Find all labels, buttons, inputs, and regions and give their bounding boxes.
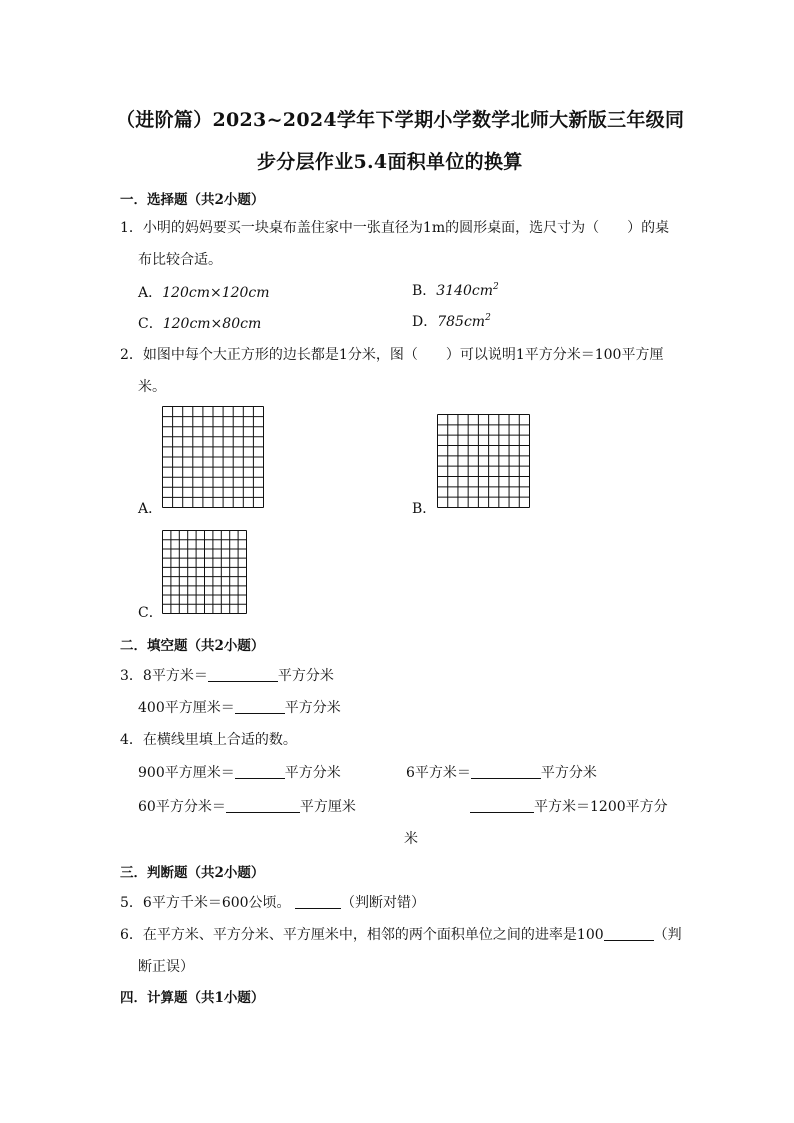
section-heading-fill: 二．填空题（共2小题） [120,638,265,654]
question-4-intro: 4．在横线里填上合适的数。 [120,732,297,748]
answer-blank[interactable] [235,699,285,714]
question-6-line-2: 断正误） [138,959,194,975]
q6-text: 6．在平方米、平方分米、平方厘米中，相邻的两个面积单位之间的进率是100 [120,927,604,943]
option-c-value: 120cm×80cm [162,316,262,332]
answer-blank[interactable] [235,764,285,779]
question-5 [120,892,425,912]
question-1-line-2: 布比较合适。 [138,252,222,268]
q4b-suffix: 平方分米 [540,765,597,781]
q3-line1-suffix: 平方分米 [277,668,334,684]
option-c-label: C． [138,316,163,332]
question-1-option-b [412,280,499,300]
option-a-label: A． [138,285,163,301]
question-2-line-2: 米。 [138,379,166,395]
question-4-item-d [470,796,668,816]
question-2-line-1: 2．如图中每个大正方形的边长都是1分米，图（ ）可以说明1平方分米＝100平方厘 [120,347,664,363]
question-1-option-c [138,313,261,333]
q4d-suffix: 平方米＝1200平方分 [534,799,668,815]
answer-blank[interactable] [470,798,534,813]
question-6-line-1 [120,924,682,944]
option-d-exponent: 2 [485,313,491,323]
q4c-prefix: 60平方分米＝ [138,799,226,815]
answer-blank[interactable] [295,894,341,909]
question-4-item-b [406,762,597,782]
question-4-item-c [138,796,356,816]
section-heading-calc: 四．计算题（共1小题） [120,990,265,1006]
q4b-prefix: 6平方米＝ [406,765,471,781]
q4a-prefix: 900平方厘米＝ [138,765,235,781]
grid-figure-c [162,530,247,614]
answer-blank[interactable] [471,764,541,779]
option-b-value: 3140cm [436,283,494,299]
section-heading-choice: 一．选择题（共2小题） [120,192,265,208]
q3-line2-suffix: 平方分米 [284,700,341,716]
q4c-suffix: 平方厘米 [299,799,356,815]
question-3-line-1 [120,665,334,685]
option-d-label: D． [412,314,438,330]
answer-blank[interactable] [604,926,654,941]
question-1-option-d [412,311,491,331]
option-d-value: 785cm [437,314,486,330]
question-4-item-a [138,762,341,782]
figure-c-label: C． [138,605,163,621]
answer-blank[interactable] [226,798,300,813]
question-4-item-d-wrap: 米 [404,831,418,847]
figure-b-label: B． [412,501,437,517]
q6-suffix: （判 [653,927,682,943]
section-heading-judge: 三．判断题（共2小题） [120,865,265,881]
title-line-2: 步分层作业5.4面积单位的换算 [257,151,523,173]
q3-line2-prefix: 400平方厘米＝ [138,700,235,716]
question-1-option-a [138,282,270,302]
question-3-line-2 [138,697,341,717]
figure-a-label: A． [138,501,163,517]
q5-text: 5．6平方千米＝600公顷。 [120,895,291,911]
option-b-label: B． [412,283,437,299]
grid-figure-b [437,414,530,508]
question-1-line-1: 1．小明的妈妈要买一块桌布盖住家中一张直径为1m的圆形桌面，选尺寸为（ ）的桌 [120,220,670,236]
title-line-1: （进阶篇）2023~2024学年下学期小学数学北师大新版三年级同 [116,109,685,131]
option-b-exponent: 2 [493,282,499,292]
grid-figure-a [162,406,264,508]
q4a-suffix: 平方分米 [284,765,341,781]
q5-suffix: （判断对错） [341,895,425,911]
option-a-value: 120cm×120cm [162,285,270,301]
answer-blank[interactable] [208,667,278,682]
q3-line1-prefix: 3．8平方米＝ [120,668,208,684]
